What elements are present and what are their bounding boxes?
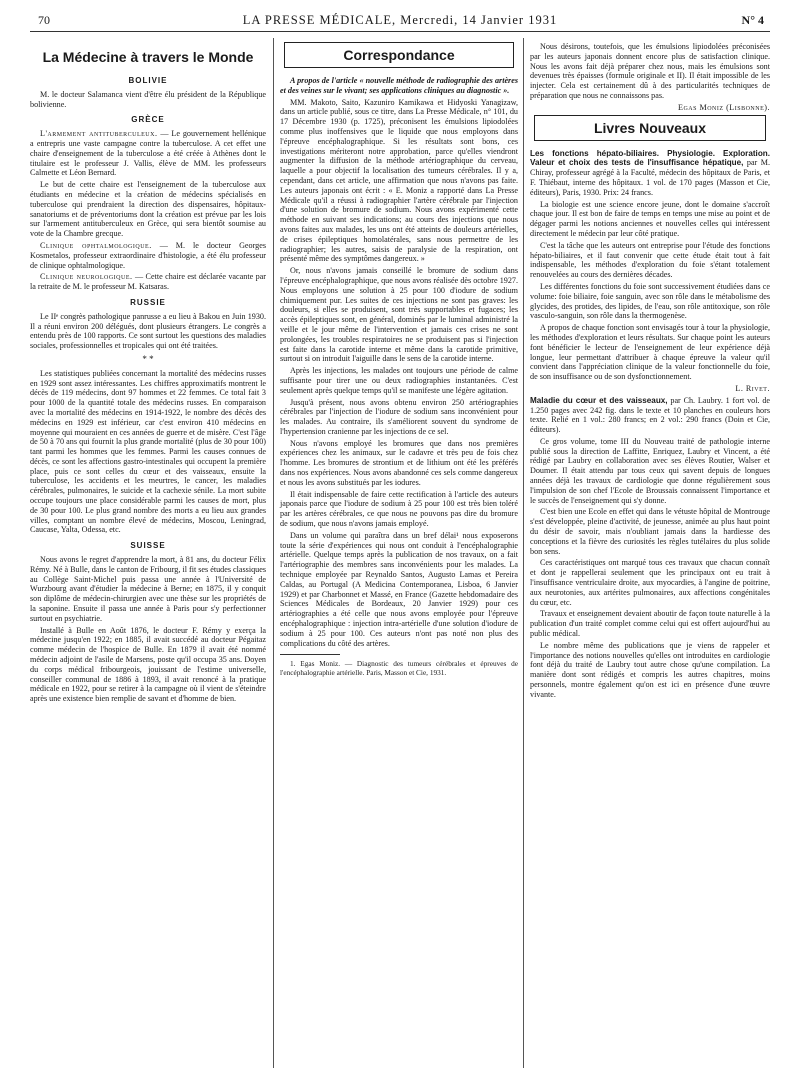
book-entry [530,396,770,435]
country-heading-russie: RUSSIE [130,297,166,307]
article-paragraph [30,241,266,270]
separator-asterisks: * * [142,353,154,364]
article-paragraph: Après les injections, les malades ont toujours une période de calme suffisante pour tirer une ou deux radiographies instantanées. C'est seulement après quelque temps qu'il se manifeste une légère agitation. [280,366,518,395]
article-paragraph: Nous n'avons employé les bromures que dans nos premières expériences chez les animaux, sur le cadavre et très peu de fois chez l'homme. Les bromures de strontium et de lithium ont été les préférés dans nos expériences. Nous avons abandonné ces sels comme dangereux et nous les avons substitués par les iodures. [280,438,518,487]
book-reference: par M. Chiray, professeur agrégé à la Faculté, médecin des hôpitaux de Paris, et F. Thiébaut, interne des hôpitaux. 1 vol. de 170 pages (Masson et Cie, éditeurs), Paris, 1930. Prix: 24 francs. [530,158,770,197]
article-paragraph: Le IIᵉ congrès pathologique panrusse a eu lieu à Bakou en Juin 1930. Il a réuni environ 200 délégués, dont plusieurs étrangers. Le congrès a entendu près de 100 rapports. Ce sont surtout les questions des maladies sociales, professionnelles et tropicales qui ont été traitées. [30,311,266,351]
book-reference: par Ch. Laubry. 1 fort vol. de 1.250 pages avec 242 fig. dans le texte et 10 planches en couleurs hors texte. Relié en 1 vol.: 280 francs; en 2 vol.: 290 francs (Doin et Cie, éditeurs). [530,395,770,435]
article-paragraph: Les statistiques publiées concernant la mortalité des médecins russes en 1929 sont assez intéressantes. Les chiffres approximatifs montrent le décès de 119 médecins, dont 97 hommes et 22 femmes. Ce total fait 3 pour 1000 de la quantité totale des médecins russes. En comparaison avec la mortalité des médecins en 1914-1922, le nombre des décès des médecins en 1929 est inférieur, car c'est environ 410 médecins en moyenne qui mouraient en ces années de guerre et de misère. C'est l'âge de 50 à 70 ans qui fournit la plus grande mortalité (plus de 30 pour 100) tant parmi les hommes que les femmes. Parmi les causes connues de décès, ce sont les affections gastro-intestinales qui occupent la première place, puis ce sont celles du cœur et des vaisseaux, ensuite la tuberculose, les accidents et les meurtres, le cancer, les maladies cérébrales, pulmonaires, le suicide et la cachexie sénile. La mort subite occupe toujours une place considérable parmi les causes de mort, plus de 30 pour 100. Le plus grand nombre des morts a eu lieu aux grandes villes, comptant un nombre élevé de médecins, Moscou, Leningrad, Caucase, Yalta, Odessa, etc. [30,368,266,535]
paragraph-lead: L'armement antituberculeux. [40,129,158,139]
book-entry [530,149,770,198]
article-paragraph: Jusqu'à présent, nous avons obtenu environ 250 artériographies cérébrales par l'injection de l'iodure de sodium sans inconvénient pour les malades. Au contraire, ils s'améliorent souvent du syndrome de l'hypertension cranienne par les injections de ce sel. [280,397,518,436]
article-paragraph [30,272,266,292]
review-paragraph: C'est la tâche que les auteurs ont entreprise pour l'étude des fonctions hépato-biliaires, et il faut convenir que cette étude était tout à fait indispensable, les méthodes d'exploration du foie s'étant totalement renouvelées au cours des dernières décades. [530,240,770,280]
journal-title: LA PRESSE MÉDICALE, Mercredi, 14 Janvier 1931 [242,13,558,27]
article-subheading: A propos de l'article « nouvelle méthode de radiographie des artères et des veines sur le vivant; ses applications cliniques au diagnostic ». [280,76,518,95]
author-signature: Egas Moniz (Lisbonne). [678,102,770,112]
article-paragraph: Nous avons le regret d'apprendre la mort, à 81 ans, du docteur Félix Rémy. Né à Bulle, dans le canton de Fribourg, il fit ses études classiques au Collège Saint-Michel puis passa une année à l'Université de Wurzbourg avant d'étudier la médecine à Berne; en 1875, il y conquit son diplôme de médecin-chirurgien avec une thèse sur les propriétés de la saponine. Ensuite il passa une année à Paris pour s'y perfectionner surtout en psychiatrie. [30,555,266,623]
review-paragraph: C'est bien une Ecole en effet qui dans le vétuste hôpital de Montrouge s'est développée, pleine d'activité, de jeunesse, animée au plus haut point du désir de savoir, mais n'oubliant jamais dans la hardiesse des conceptions et la fièvre des curiosités les règles tutélaires du plus solide bon sens. [530,507,770,556]
column-medecine [30,42,266,706]
paragraph-text: — M. le docteur Georges Kosmetalos, professeur extraordinaire d'histologie, a été élu professeur de clinique ophtalmologique. [30,240,266,270]
reviewer-signature: L. Rivet. [735,383,770,393]
review-paragraph: Les différentes fonctions du foie sont successivement étudiées dans ce volume: foie biliaire, foie sanguin, avec son rôle dans le métabolisme des glycides, des protides, des lipides, de l'eau, son rôle antitoxique, son rôle vasculo-sanguin, son rôle dans la thermogenèse. [530,281,770,321]
article-paragraph: Il était indispensable de faire cette rectification à l'article des auteurs japonais parce que l'iodure de sodium à 25 pour 100 est très bien toléré par les artères cérébrales, ce que nous ne pouvons pas dire du bromure de sodium, que nous n'avons jamais employé. [280,489,518,529]
country-heading-bolivie: BOLIVIE [128,76,168,85]
paragraph-lead: Clinique neurologique. [40,272,133,282]
header-rule [30,31,770,32]
section-title-correspondance: Correspondance [284,42,514,68]
country-heading-suisse: SUISSE [130,541,166,551]
article-paragraph: Or, nous n'avons jamais conseillé le bromure de sodium dans l'épreuve encéphalographique, que nous avons réalisée dès octobre 1927. Nous employons une solution à 25 pour 100 d'iodure de sodium chimiquement pur. Les suites de ces injections ne sont pas graves: les douleurs, si elles se produisent, sont très supportables et fugaces; les accès épileptiques sont, en général, dominés par le luminal administré la veille et le jour même de l'intervention et jamais ces crises ne sont prolongées, les troubles respiratoires ne se produisent pas si l'injection est faite dans la carotide interne et même dans la carotide primitive, surtout si on introduit l'aiguille dans le sens de la carotide interne. [280,266,518,364]
issue-number: N° 4 [741,13,764,27]
article-paragraph: Dans un volume qui paraîtra dans un bref délai¹ nous exposerons toute la série d'expériences qui nous ont conduit à l'encéphalographie artérielle. Quelque temps après la publication de nos travaux, on a fait l'artériographie des membres sans inconvénients pour les malades. La technique employée par Reynaldo Santos, Augusto Lamas et Pereira Caldas, au Portugal (A Medicina Contemporanea, Lisboa, 6 Janvier 1929) et par Charbonnet et Massé, en France (Gazette hebdomadaire des Sciences Médicales de Bordeaux, 20 Janvier 1929) pour ces artériographies a été celle que nous avons employée pour l'épreuve encéphalographique : injection intra-artérielle d'une solution d'iodure de sodium à 25 pour 100. Ces auteurs n'ont pas noté non plus des complications du côté des artères. [280,530,518,648]
paragraph-lead: Clinique ophtalmologique. [40,240,152,250]
review-paragraph: Ces caractéristiques ont marqué tous ces travaux que chacun connaît et dont je rappellerai seulement que les principaux ont eu trait à l'insuffisance ventriculaire droite, aux myocardies, à l'angine de poitrine, aux neurotonies, aux artérites pulmonaires, aux affections congénitales du cœur, etc. [530,558,770,607]
article-paragraph [30,129,266,178]
page-number: 70 [38,13,50,27]
review-paragraph: Le nombre même des publications que je viens de rappeler et l'importance des notions nouvelles qu'elles ont introduites en cardiologie font déjà du traité de Laubry tout autre chose qu'une compilation. La manière dont sont rédigés et compris les autres chapitres, moins personnels, montre également qu'on est ici en présence d'une œuvre vivante. [530,640,770,699]
footnote-rule [280,654,340,655]
section-title-livres: Livres Nouveaux [534,115,766,141]
column-divider [523,38,524,1068]
book-title: Les fonctions hépato-biliaires. Physiologie. Exploration. Valeur et choix des tests de l'insuffisance hépatique, [530,148,770,168]
review-paragraph: A propos de chaque fonction sont envisagés tour à tour la physiologie, les méthodes d'exploration et leurs résultats. Sur chaque point les auteurs font bénéficier le lecteur de l'enseignement de leur expérience déjà longue, leur permettant d'attribuer à chaque épreuve la valeur qu'il convient dans l'appréciation clinique de la valeur fonctionnelle du foie, de son insuffisance ou de son dysfonctionnement. [530,323,770,382]
paragraph-text: — Cette chaire est déclarée vacante par la retraite de M. le professeur M. Katsaras. [30,272,266,292]
review-paragraph: La biologie est une science encore jeune, dont le domaine s'accroît chaque jour. Il est bon de faire de temps en temps une mise au point et de dégager parmi les notions anciennes et nouvelles celles qui intéressent directement le médecin par leur côté pratique. [530,199,770,238]
article-paragraph: Installé à Bulle en Août 1876, le docteur F. Rémy y exerça la médecine jusqu'en 1922; en 1885, il avait succédé au docteur Pégaitaz comme médecin de l'hospice de Bulle. En 1879 il avait été nommé médecin adjoint de l'asile de Marsens, poste qu'il occupa 35 ans. Doyen du corps médical fribourgeois, jouissant de l'estime universelle, conseiller communal de 1886 à 1893, il avait renoncé à la pratique médicale en 1922, pour se retirer à la campagne où il vient de s'éteindre après une existence bien remplie de savant et d'homme de bien. [30,625,266,704]
section-title-medecine: La Médecine à travers le Monde [42,49,254,65]
review-paragraph: Ce gros volume, tome III du Nouveau traité de pathologie interne publié sous la direction de Laffitte, Enriquez, Laubry et Vincent, a été rédigé par Laubry en collaboration avec ses élèves Routier, Walser et Doumer. Il était attendu par tous ceux qui savent depuis de longues années déjà les travaux de cardiologie que donne régulièrement sous l'impulsion de son chef l'Ecole de Broussais connaissent l'importance et le succès de l'enseignement qui s'y donne. [530,436,770,505]
column-correspondance [280,42,518,679]
footnote: 1. Egas Moniz. — Diagnostic des tumeurs cérébrales et épreuves de l'encéphalographie artérielle. Paris, Masson et Cie, 1931. [280,659,518,678]
article-paragraph: MM. Makoto, Saito, Kazuniro Kamikawa et Hidyoski Yanagizaw, dans un article publié, sous ce titre, dans La Presse Médicale, n° 101, du 17 Décembre 1930 (p. 1725), préconisent les émulsions lipiodolées comme plus inoffensives que le liquide que nous employons dans l'épreuve encéphalographique. Si les résultats sont bons, ces investigations mériteront notre approbation, parce qu'elles viendront augmenter la diffusion de la méthode artériographique du cerveau, laquelle a pour objectif la localisation des tumeurs cérébrales. Il y a, cependant, dans cet article, une affirmation que nous n'avons pas faite. Les auteurs japonais ont écrit : « E. Moniz a rapporté dans La Presse Médicale qu'il a réussi à radiographier l'artère cérébrale par l'injection d'une solution de bromure de sodium. Nous avons expérimenté cette méthode en suivant ses indications; au cours des injections que nous avons faites aux malades, les uns ont été atteints de douleurs artérielles, de crises épileptiques homolatérales, sans nous permettre de les radiographier; les autres, saisis de paralysie de la respiration, ont présenté même des symptômes dangereux. » [280,97,518,264]
article-paragraph: Le but de cette chaire est l'enseignement de la tuberculose aux étudiants en médecine et la création de médecins spécialisés en tuberculose qui prendraient la direction des dispensaires, hôpitaux-sanatoriums et de préventoriums dont la création est prévue par les lois sur l'armement antituberculeux en Grèce, qui sera bientôt soumise au vote de la Chambre grecque. [30,180,266,239]
review-paragraph: Travaux et enseignement devaient aboutir de façon toute naturelle à la publication d'un traité complet comme celui qui est offert aujourd'hui au public médical. [530,609,770,639]
article-paragraph: Nous désirons, toutefois, que les émulsions lipiodolées préconisées par les auteurs japonais donnent encore plus de satisfaction clinique. Nous les avons fait déjà préparer chez nous, mais les émulsions sont devenues très épaisses (formule originale et II). Il était impossible de les injecter. Cela est certainement dû à des particularités techniques de préparation que nous ne connaissons pas. [530,42,770,100]
book-title: Maladie du cœur et des vaisseaux, [530,395,668,405]
column-divider [273,38,274,1068]
page-header [30,12,770,28]
article-paragraph: M. le docteur Salamanca vient d'être élu président de la République bolivienne. [30,89,266,109]
paragraph-text: — Le gouvernement hellénique a entrepris une vaste campagne contre la tuberculose. A cet effet une chaire d'enseignement de la tuberculose a été créée à Athènes dont le titulaire est le professeur J. Vallis, élève de MM. les professeurs Calmette et Léon Bernard. [30,129,267,178]
column-livres [530,42,770,702]
country-heading-grece: GRÈCE [131,115,165,125]
